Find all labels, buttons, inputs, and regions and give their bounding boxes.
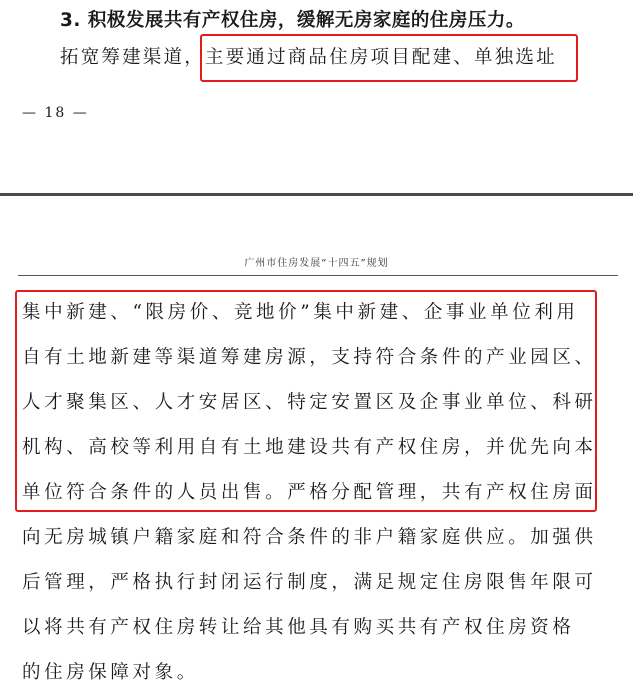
previous-page [0,0,633,190]
body-line: 向无房城镇户籍家庭和符合条件的非户籍家庭供应。加强供 [22,527,597,548]
body-line: 自有土地新建等渠道筹建房源，支持符合条件的产业园区、 [22,347,597,368]
running-header: 广州市住房发展“十四五”规划 [244,258,389,269]
page-divider [0,193,633,196]
header-rule [18,275,618,276]
section-heading: 3. 积极发展共有产权住房，缓解无房家庭的住房压力。 [60,10,525,31]
body-line: 以将共有产权住房转让给其他具有购买共有产权住房资格 [22,617,575,638]
body-line: 单位符合条件的人员出售。严格分配管理，共有产权住房面 [22,482,597,503]
body-line: 机构、高校等利用自有土地建设共有产权住房，并优先向本 [22,437,597,458]
body-line: 集中新建、“限房价、竞地价”集中新建、企事业单位利用 [22,302,579,323]
highlight-box-top [200,34,578,82]
body-line: 人才聚集区、人才安居区、特定安置区及企事业单位、科研 [22,392,597,413]
body-line: 的住房保障对象。 [22,662,199,683]
body-line: 后管理，严格执行封闭运行制度，满足规定住房限售年限可 [22,572,597,593]
page-number: — 18 — [22,105,89,121]
line-prefix: 拓宽筹建渠道， [60,47,205,68]
line-highlight-text: 主要通过商品住房项目配建、单独选址 [204,47,557,68]
